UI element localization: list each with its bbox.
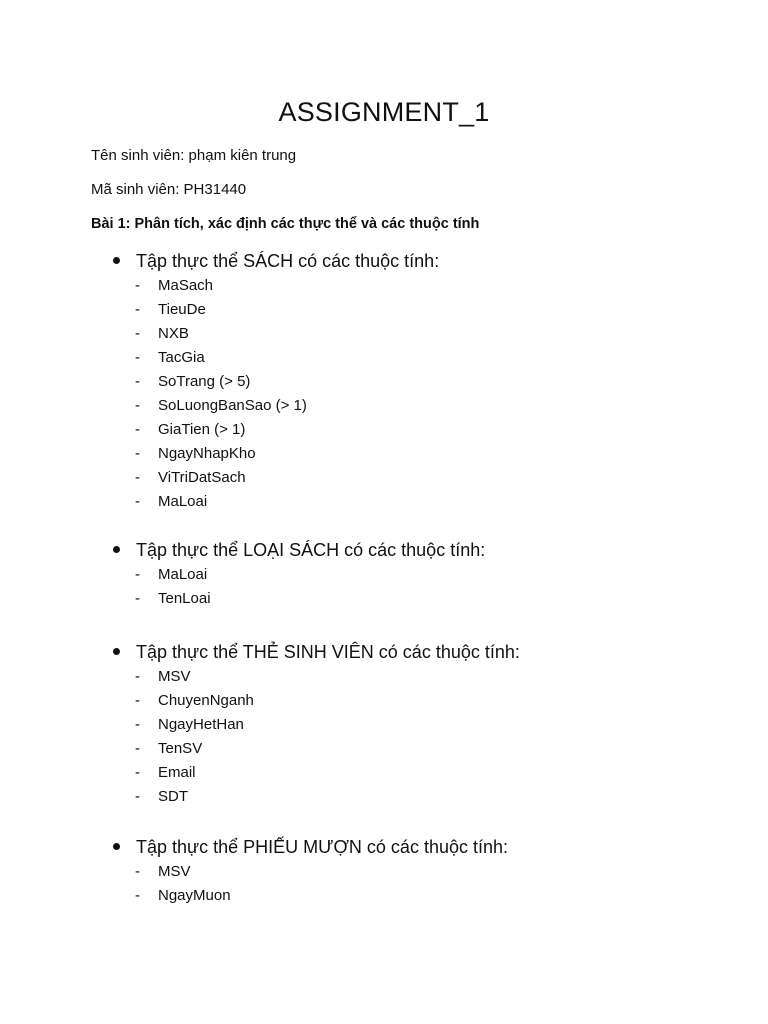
attribute-label: NgayNhapKho [158,445,256,462]
attribute-item [0,665,768,689]
attribute-label: NgayMuon [158,887,231,904]
attribute-label: MaLoai [158,566,208,583]
dash-marker: - [135,668,140,685]
attribute-label: ChuyenNganh [158,692,254,709]
attribute-item [0,860,768,884]
entity-title: Tập thực thể SÁCH có các thuộc tính: [136,251,440,271]
exercise-heading: Bài 1: Phân tích, xác định các thực thể và các thuộc tính [91,216,480,232]
dash-marker: - [135,445,140,462]
attribute-item [0,322,768,346]
dash-marker: - [135,764,140,781]
attribute-item [0,346,768,370]
attribute-item [0,394,768,418]
dash-marker: - [135,566,140,583]
attribute-label: TieuDe [158,301,206,318]
attribute-label: ViTriDatSach [158,469,246,486]
dash-marker: - [135,469,140,486]
dash-marker: - [135,421,140,438]
attribute-item [0,490,768,514]
attribute-item [0,713,768,737]
dash-marker: - [135,692,140,709]
dash-marker: - [135,325,140,342]
attribute-item [0,370,768,394]
document-title: ASSIGNMENT_1 [278,97,490,127]
entity-section-the-sinh-vien [0,639,768,809]
attribute-label: GiaTien (> 1) [158,421,246,438]
attribute-item [0,442,768,466]
dash-marker: - [135,277,140,294]
entity-title: Tập thực thể PHIẾU MƯỢN có các thuộc tính: [136,837,508,857]
attribute-item [0,785,768,809]
student-name-line: Tên sinh viên: phạm kiên trung [91,147,297,164]
dash-marker: - [135,301,140,318]
entity-bullet-line [0,537,768,563]
dash-marker: - [135,373,140,390]
attribute-label: SoLuongBanSao (> 1) [158,397,307,414]
attribute-label: TenSV [158,740,203,757]
dash-marker: - [135,863,140,880]
dash-marker: - [135,716,140,733]
attribute-label: SDT [158,788,188,805]
attribute-label: SoTrang (> 5) [158,373,251,390]
entity-title: Tập thực thể THẺ SINH VIÊN có các thuộc tính: [136,642,520,662]
attribute-item [0,298,768,322]
bullet-icon [113,257,120,264]
dash-marker: - [135,740,140,757]
attribute-item [0,563,768,587]
dash-marker: - [135,590,140,607]
attribute-item [0,466,768,490]
attribute-item [0,587,768,611]
entity-title: Tập thực thể LOẠI SÁCH có các thuộc tính: [136,540,486,560]
entity-section-loai-sach [0,537,768,611]
entity-bullet-line [0,639,768,665]
attribute-label: NgayHetHan [158,716,244,733]
dash-marker: - [135,349,140,366]
dash-marker: - [135,493,140,510]
bullet-icon [113,546,120,553]
attribute-item [0,689,768,713]
attribute-label: MaSach [158,277,214,294]
entity-bullet-line [0,248,768,274]
attribute-label: TacGia [158,349,205,366]
attribute-label: MSV [158,668,191,685]
dash-marker: - [135,397,140,414]
dash-marker: - [135,788,140,805]
attribute-item [0,274,768,298]
attribute-item [0,761,768,785]
attribute-label: Email [158,764,196,781]
attribute-item [0,884,768,908]
dash-marker: - [135,887,140,904]
entity-bullet-line [0,834,768,860]
attribute-label: NXB [158,325,189,342]
bullet-icon [113,648,120,655]
attribute-item [0,418,768,442]
bullet-icon [113,843,120,850]
entity-section-phieu-muon [0,834,768,908]
attribute-label: MSV [158,863,191,880]
attribute-label: MaLoai [158,493,208,510]
student-id-line: Mã sinh viên: PH31440 [91,181,247,198]
attribute-label: TenLoai [158,590,211,607]
attribute-item [0,737,768,761]
entity-section-sach [0,248,768,514]
